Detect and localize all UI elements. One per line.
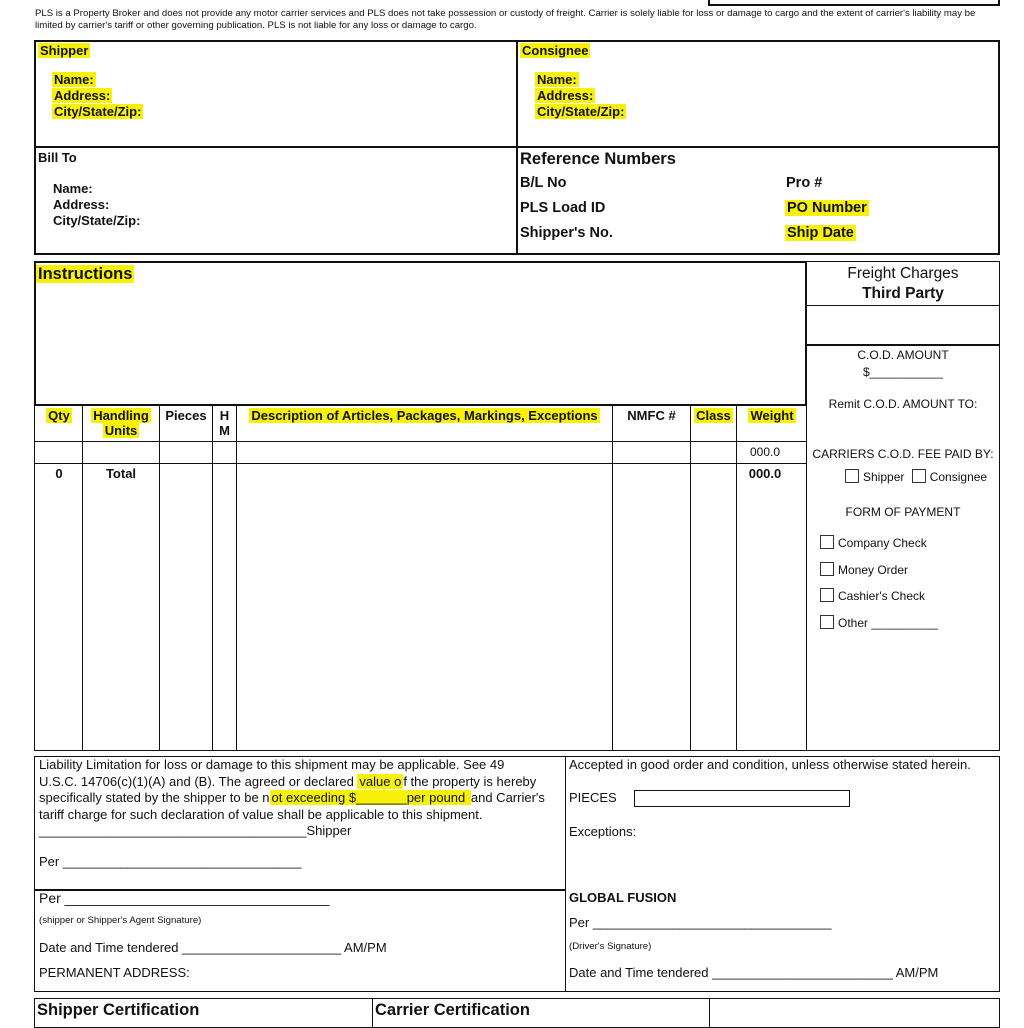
shipper-agent-signature-label: (shipper or Shipper's Agent Signature) bbox=[39, 915, 202, 926]
total-weight: 000.0 bbox=[748, 466, 782, 481]
other-label: Other __________ bbox=[838, 615, 939, 630]
carrier-certification-label: Carrier Certification bbox=[375, 1001, 530, 1019]
handling-header: Handling bbox=[93, 408, 149, 423]
accepted-text: Accepted in good order and condition, unless otherwise stated herein. bbox=[569, 757, 971, 772]
liability-line-2c: f the property is hereby bbox=[403, 773, 537, 789]
carrier-date-tendered[interactable]: Date and Time tendered _________________________ AM/PM bbox=[569, 965, 939, 980]
bl-no-label: B/L No bbox=[520, 175, 567, 191]
money-order-label: Money Order bbox=[838, 562, 909, 577]
consignee-city-label: City/State/Zip: bbox=[537, 104, 625, 119]
shipper-city-label: City/State/Zip: bbox=[54, 104, 142, 119]
total-label: Total bbox=[105, 466, 137, 481]
form-of-payment-label: FORM OF PAYMENT bbox=[845, 505, 961, 519]
units-header: Units bbox=[104, 423, 138, 438]
bill-to-address-label: Address: bbox=[53, 197, 110, 212]
pro-label: Pro # bbox=[786, 175, 823, 191]
company-check-checkbox[interactable] bbox=[820, 535, 834, 549]
third-party-label: Third Party bbox=[862, 285, 944, 302]
weight-header: Weight bbox=[750, 408, 794, 423]
liability-shipper-line[interactable]: _____________________________________Shipper bbox=[39, 823, 352, 838]
fee-shipper-label: Shipper bbox=[863, 470, 905, 484]
shipper-certification-label: Shipper Certification bbox=[37, 1001, 200, 1019]
liability-line-3a: specifically stated by the shipper to be n bbox=[39, 790, 270, 805]
pieces-header: Pieces bbox=[165, 408, 207, 423]
total-qty: 0 bbox=[55, 466, 63, 481]
instructions-title: Instructions bbox=[38, 265, 133, 283]
per-signature-line-2[interactable]: Per __________________________________ bbox=[39, 890, 330, 906]
other-checkbox[interactable] bbox=[820, 615, 834, 629]
freight-charges-label: Freight Charges bbox=[847, 265, 959, 282]
driver-per-line[interactable]: Per _________________________________ bbox=[569, 915, 832, 930]
permanent-address-label: PERMANENT ADDRESS: bbox=[39, 965, 190, 980]
pieces-input[interactable] bbox=[634, 790, 850, 807]
cod-amount-field[interactable]: $___________ bbox=[862, 365, 944, 379]
liability-line-3c: and Carrier's bbox=[470, 790, 545, 805]
consignee-title: Consignee bbox=[522, 43, 589, 58]
per-signature-line-1[interactable]: Per _________________________________ bbox=[39, 854, 302, 869]
shipper-title: Shipper bbox=[40, 43, 89, 58]
bill-to-city-label: City/State/Zip: bbox=[53, 213, 141, 228]
liability-line-2a: U.S.C. 14706(c)(1)(A) and (B). The agreed or declared bbox=[39, 773, 358, 789]
consignee-name-label: Name: bbox=[537, 72, 577, 87]
fee-shipper-checkbox[interactable] bbox=[845, 469, 859, 483]
pls-load-id-label: PLS Load ID bbox=[520, 200, 606, 216]
ship-date-label: Ship Date bbox=[787, 225, 854, 241]
shippers-no-label: Shipper's No. bbox=[520, 225, 613, 241]
remit-cod-label: Remit C.O.D. AMOUNT TO: bbox=[828, 397, 978, 411]
shipper-address-label: Address: bbox=[54, 88, 111, 103]
shipper-date-tendered[interactable]: Date and Time tendered ______________________ AM/PM bbox=[39, 940, 387, 955]
liability-line-1: Liability Limitation for loss or damage to this shipment may be applicable. See 49 bbox=[39, 757, 505, 772]
hm-header-h: H bbox=[219, 408, 230, 423]
items-table bbox=[34, 404, 807, 751]
cashiers-check-checkbox[interactable] bbox=[820, 588, 834, 602]
row1-weight: 000.0 bbox=[749, 445, 781, 459]
fee-consignee-label: Consignee bbox=[929, 470, 988, 484]
cod-amount-label: C.O.D. AMOUNT bbox=[857, 348, 949, 362]
nmfc-header: NMFC # bbox=[627, 408, 676, 423]
company-check-label: Company Check bbox=[838, 536, 927, 550]
description-header: Description of Articles, Packages, Markings, Exceptions bbox=[251, 408, 598, 423]
fee-consignee-checkbox[interactable] bbox=[912, 469, 926, 483]
money-order-checkbox[interactable] bbox=[820, 562, 834, 576]
bill-to-title: Bill To bbox=[38, 150, 77, 165]
consignee-address-label: Address: bbox=[537, 88, 594, 103]
po-number-label: PO Number bbox=[787, 200, 867, 216]
disclaimer-text: PLS is a Property Broker and does not provide any motor carrier services and PLS does not take possession or custody of freight. Carrier is solely liable for loss or damage to cargo and the extent of carrier's liability may be limited by carrier's tariff or other governing publication. PLS is not liable for any loss or damage to cargo. bbox=[35, 8, 976, 31]
liability-line-4: tariff charge for such declaration of value shall be applicable to this shipment. bbox=[39, 806, 483, 822]
pieces-label: PIECES bbox=[569, 790, 617, 805]
bill-to-name-label: Name: bbox=[53, 181, 93, 196]
liability-per-pound-field[interactable]: ot exceeding $_______per pound bbox=[271, 790, 469, 805]
reference-title: Reference Numbers bbox=[520, 150, 676, 168]
liability-value-highlight: value o bbox=[359, 773, 402, 789]
hm-header-m: M bbox=[219, 423, 230, 438]
qty-header: Qty bbox=[48, 408, 70, 423]
global-fusion-label: GLOBAL FUSION bbox=[569, 890, 677, 905]
top-right-box bbox=[708, 0, 1000, 6]
instructions-box bbox=[34, 261, 807, 406]
driver-signature-label: (Driver's Signature) bbox=[569, 941, 652, 952]
cashiers-check-label: Cashier's Check bbox=[838, 589, 925, 603]
class-header: Class bbox=[696, 408, 731, 423]
exceptions-label: Exceptions: bbox=[569, 824, 637, 839]
shipper-name-label: Name: bbox=[54, 72, 94, 87]
cod-fee-paid-label: CARRIERS C.O.D. FEE PAID BY: bbox=[812, 447, 994, 461]
